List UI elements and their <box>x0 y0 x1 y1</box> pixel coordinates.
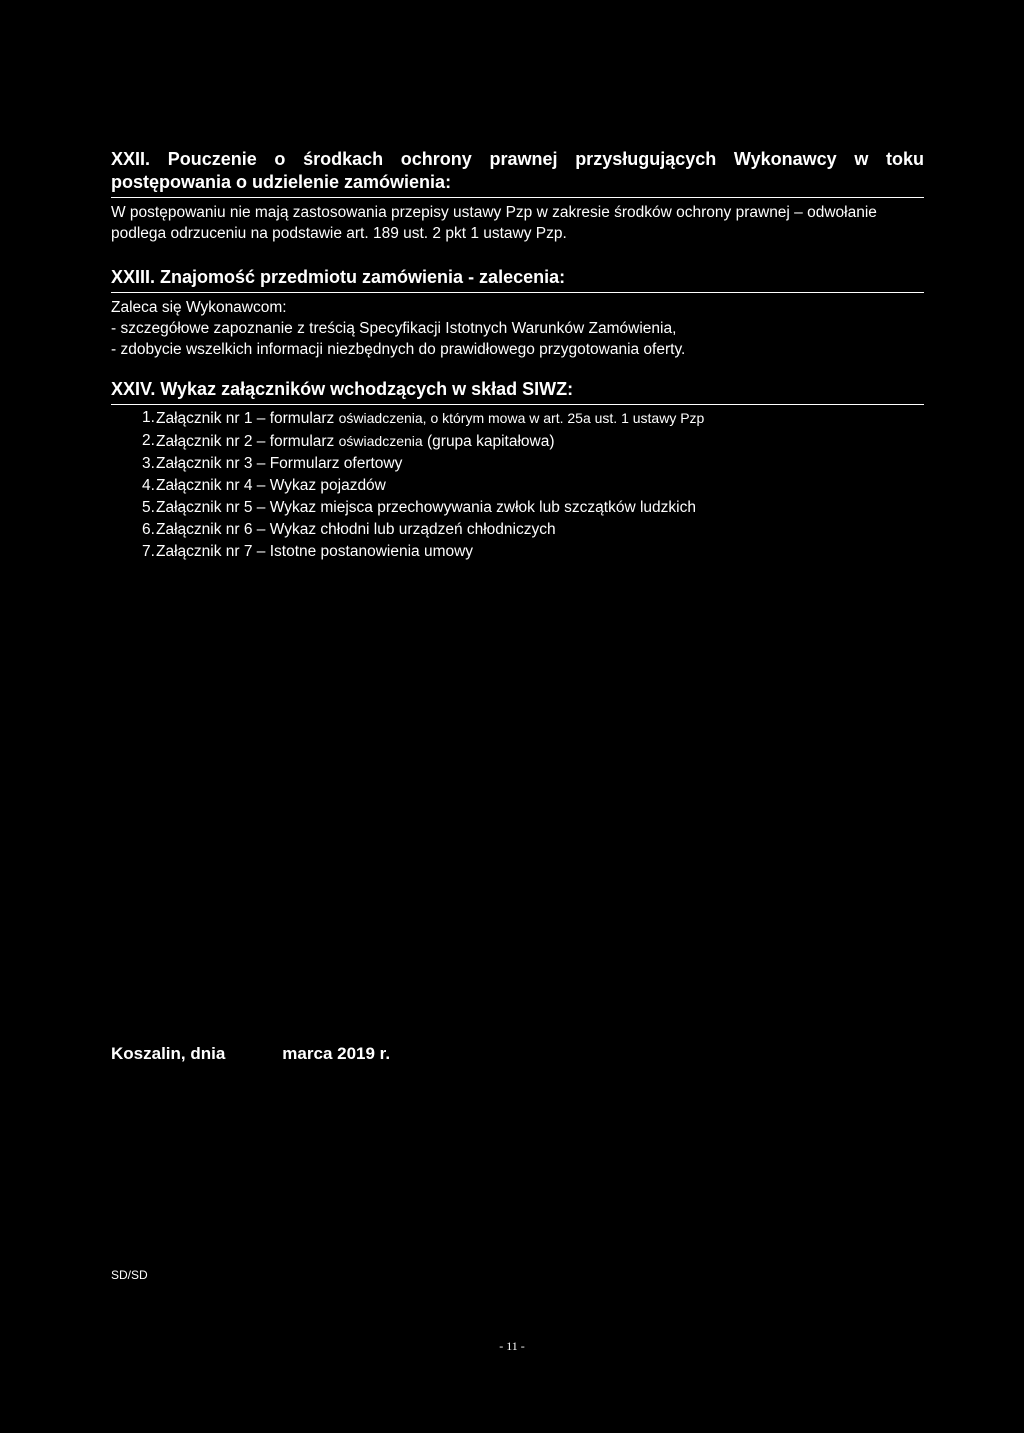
section-22-body: W postępowaniu nie mają zastosowania przepisy ustawy Pzp w zakresie środków ochrony prawnej – odwołanie podlega odrzuceniu na podstawie art. 189 ust. 2 pkt 1 ustawy Pzp. <box>111 204 877 242</box>
list-item <box>111 430 924 453</box>
section-23-line: - szczegółowe zapoznanie z treścią Specyfikacji Istotnych Warunków Zamówienia, <box>111 320 677 337</box>
list-item-rest: (grupa kapitałowa) <box>422 433 555 450</box>
attachments-list <box>111 407 924 563</box>
list-item-number: 7. <box>142 543 155 560</box>
section-23-title: XXIII. Znajomość przedmiotu zamówienia - zalecenia: <box>111 266 924 293</box>
list-item <box>111 519 924 541</box>
section-24 <box>111 378 924 563</box>
section-22 <box>111 148 924 244</box>
list-item-number: 6. <box>142 521 155 538</box>
list-item-text: Załącznik nr 3 – Formularz ofertowy <box>156 455 403 472</box>
list-item-number: 2. <box>142 432 155 449</box>
list-item-main: Załącznik nr 2 – formularz <box>156 433 339 450</box>
section-23-line: - zdobycie wszelkich informacji niezbędnych do prawidłowego przygotowania oferty. <box>111 341 686 358</box>
list-item-small: oświadczenia, o którym mowa w art. 25a ust. 1 ustawy Pzp <box>338 410 705 426</box>
list-item-text <box>156 407 704 430</box>
section-24-title: XXIV. Wykaz załączników wchodzących w skład SIWZ: <box>111 378 924 405</box>
list-item <box>111 541 924 563</box>
list-item-number: 5. <box>142 499 155 516</box>
section-23 <box>111 266 924 360</box>
page-number: - 11 - <box>499 1339 525 1353</box>
list-item <box>111 453 924 475</box>
list-item-number: 4. <box>142 477 155 494</box>
list-item-number: 3. <box>142 455 155 472</box>
list-item-text <box>156 430 555 453</box>
list-item-small: oświadczenia <box>338 433 423 449</box>
section-23-line: Zaleca się Wykonawcom: <box>111 299 287 316</box>
list-item-main: Załącznik nr 1 – formularz <box>156 410 339 427</box>
section-22-title: XXII. Pouczenie o środkach ochrony prawnej przysługujących Wykonawcy w toku postępowania o udzielenie zamówienia: <box>111 148 924 198</box>
list-item-text: Załącznik nr 6 – Wykaz chłodni lub urządzeń chłodniczych <box>156 521 556 538</box>
list-item-text: Załącznik nr 5 – Wykaz miejsca przechowywania zwłok lub szczątków ludzkich <box>156 499 696 516</box>
city-label: Koszalin, dnia <box>111 1044 226 1063</box>
list-item <box>111 475 924 497</box>
date-rest: marca 2019 r. <box>282 1044 391 1063</box>
list-item <box>111 407 924 430</box>
list-item-text: Załącznik nr 4 – Wykaz pojazdów <box>156 477 386 494</box>
list-item <box>111 497 924 519</box>
place-and-date <box>111 1043 390 1065</box>
list-item-number: 1. <box>142 409 155 426</box>
author-initials: SD/SD <box>111 1268 148 1282</box>
list-item-text: Załącznik nr 7 – Istotne postanowienia umowy <box>156 543 474 560</box>
